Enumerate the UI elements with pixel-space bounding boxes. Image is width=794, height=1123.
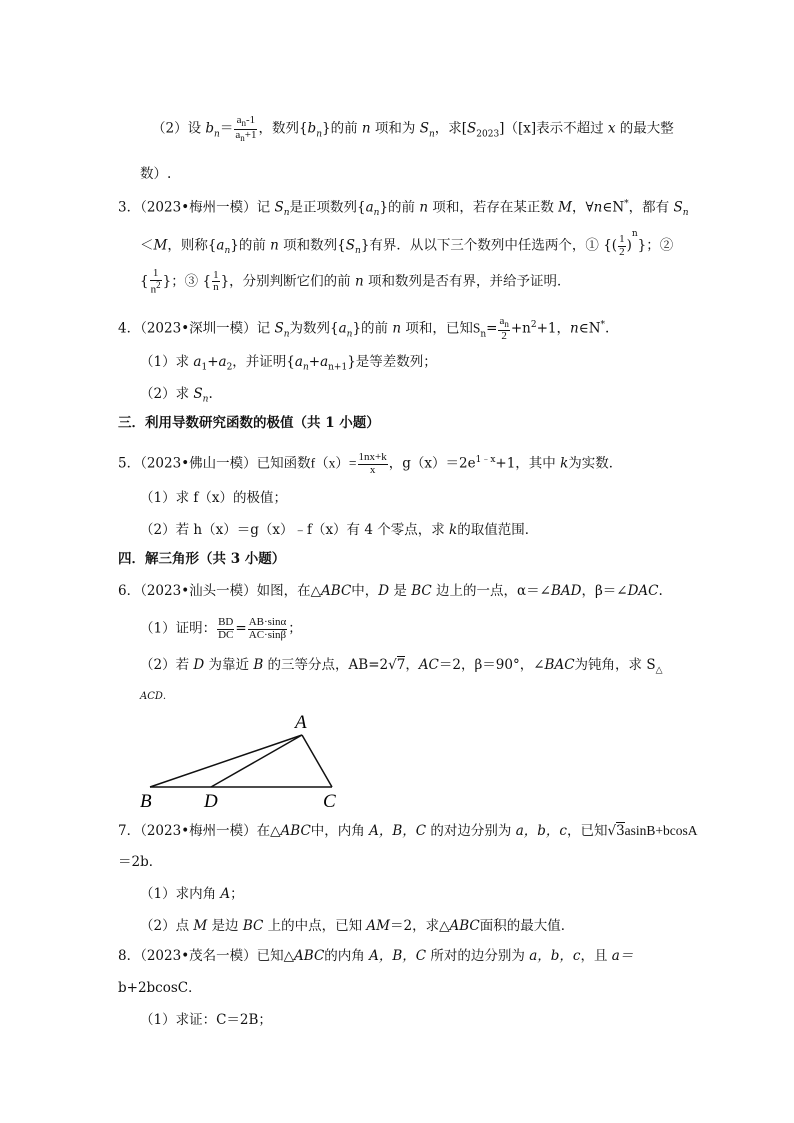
- q5-part1: （1）求 f（x）的极值；: [140, 490, 287, 506]
- q6-line1: 6．（2023•汕头一模）如图，在△ABC中，D 是 BC 边上的一点，α＝∠BAD，β＝∠DAC.: [118, 583, 663, 599]
- section-3-heading: 三．利用导数研究函数的极值（共 1 小题）: [118, 415, 380, 431]
- q4-line1: 4．（2023•深圳一模）记 $S_n$为数列$\{a_n\}$的前 n 项和，已知$S_n=$ $\frac{a_n}{2}$ $+n^2+1$，n∈N*.: [118, 315, 610, 342]
- q3-line2: ＜M，则称$\{a_n\}$的前 n 项和数列$\{S_n\}$有界．从以下三个数列中任选两个，① {( $\frac{1}{2}$ )$^n$}；②: [140, 229, 674, 258]
- q3-line3: { $\frac{1}{n^2}$ }；③ { $\frac{1}{n}$ }，分别判断它们的前 n 项和数列是否有界，并给予证明．: [140, 267, 571, 296]
- label-A: A: [295, 712, 307, 733]
- q5-line1: 5．（2023•佛山一模）已知函数f（x）= $\frac{1nx+k}{x}$ ，$g(x)=2e^{1﹣x}+1$，其中 k为实数．: [118, 451, 623, 476]
- segment-AC: [302, 735, 332, 787]
- q7-part2: （2）点 M 是边 BC 上的中点，已知 AM＝2，求△ABC面积的最大值．: [140, 918, 575, 934]
- q6-part2: （2）若 D 为靠近 B 的三等分点，AB=2√7，AC＝2，β＝90°，∠BAC为钝角，求 $S_\triangle$: [140, 657, 663, 676]
- q7-line1: 7．（2023•梅州一模）在△ABC中，内角 A，B，C 的对边分别为 a，b，c，已知√3asinB+bcosA: [118, 823, 698, 839]
- q8-cont: b+2bcosC．: [118, 980, 202, 996]
- q5-part2: （2）若 h（x）＝g（x）﹣f（x）有 4 个零点，求 k的取值范围．: [140, 522, 539, 538]
- q4-part1: （1）求 $a_1+a_2$，并证明$\{a_n+a_{n+1}\}$是等差数列；: [140, 354, 437, 373]
- q3-line1: 3．（2023•梅州一模）记 $S_n$是正项数列$\{a_n\}$的前 n 项和，若存在某正数 M，∀n∈N*，都有 $S_n$: [118, 199, 689, 219]
- q7-part1: （1）求内角 A；: [140, 886, 244, 902]
- bn-fraction: $\frac{a_n-1}{a_n+1}$: [235, 114, 257, 143]
- q8-line1: 8．（2023•茂名一模）已知△ABC的内角 A，B，C 所对的边分别为 a，b，c，且 a＝: [118, 948, 634, 964]
- q2-part2-line: （2）设 $b_n=$ $\frac{a_n-1}{a_n+1}$ ，数列$\{b_n\}$的前 n 项和为 $S_n$，求$[S_{2023}]([x]$表示不超过 x 的最大整: [152, 114, 674, 143]
- label-D: D: [204, 791, 218, 812]
- label-B: B: [140, 791, 152, 812]
- q6-part1: （1）证明： $\frac{BD}{DC}$ = $\frac{AB\cdot\sin\alpha}{AC\cdot\sin\beta}$ ；: [140, 616, 302, 641]
- q8-part1: （1）求证：C＝2B；: [140, 1012, 272, 1028]
- q6-part2-cont: ACD.: [140, 691, 167, 702]
- section-4-heading: 四．解三角形（共 3 小题）: [118, 551, 286, 567]
- q7-cont: ＝2b．: [118, 854, 163, 870]
- q4-part2: （2）求 $S_n$.: [140, 386, 213, 405]
- q2-part2-cont: 数）.: [140, 166, 172, 182]
- label-C: C: [323, 791, 336, 812]
- triangle-figure: [130, 708, 350, 813]
